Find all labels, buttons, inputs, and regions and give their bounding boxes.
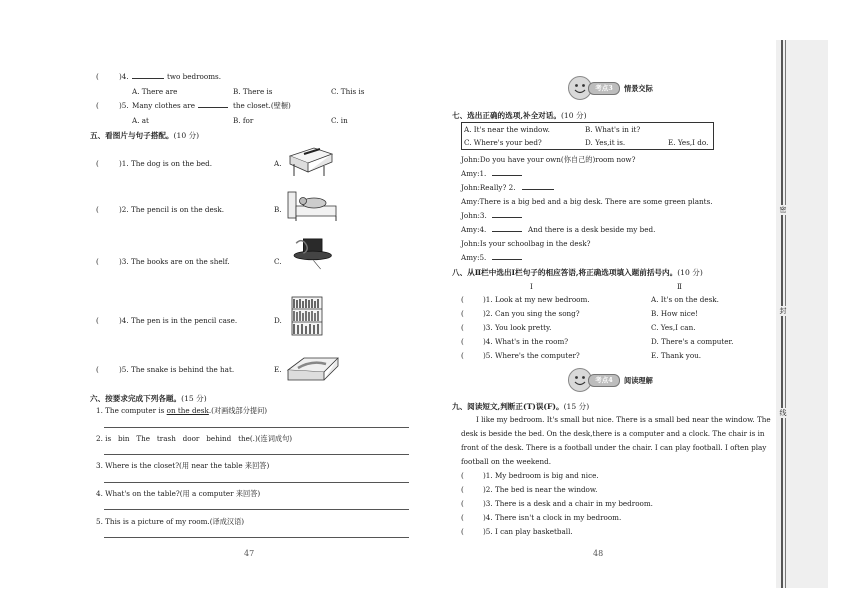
passage-line: football on the weekend. xyxy=(461,457,552,466)
match-sentence: )4. The pen is in the pencil case. xyxy=(119,316,238,325)
bookshelf-picture xyxy=(284,295,340,337)
answer-line[interactable] xyxy=(104,454,409,455)
underlined-phrase: on the desk xyxy=(166,406,209,415)
answer-blank[interactable] xyxy=(198,100,228,108)
column-1-item: )4. What's in the room? xyxy=(483,337,569,346)
picture-letter: D. xyxy=(274,316,282,325)
section-title: 七、选出正确的选项,补全对话。(10 分) xyxy=(452,111,587,120)
page-number: 48 xyxy=(593,549,604,558)
page-number: 47 xyxy=(244,549,255,558)
option-e: E. Yes,I do. xyxy=(668,138,709,147)
column-1-item: )1. Look at my new bedroom. xyxy=(483,295,590,304)
task-1: 1. The computer is on the desk.(对画线部分提问) xyxy=(96,406,268,415)
seal-line-margin xyxy=(776,40,828,588)
bed-with-dog-picture xyxy=(284,188,340,224)
topic-badge: 考点4 xyxy=(588,374,620,387)
column-1-item: )2. Can you sing the song? xyxy=(483,309,580,318)
pencil-case-picture xyxy=(284,142,340,178)
question-text-end: the closet.(壁橱) xyxy=(233,101,291,110)
passage-line: desk is beside the bed. On the desk,there is a computer and a clock. The chair is in xyxy=(461,429,765,438)
option-a: A. It's near the window. xyxy=(464,125,550,134)
answer-blank[interactable] xyxy=(492,168,522,176)
option-c: C. in xyxy=(331,116,348,125)
option-b: B. for xyxy=(233,116,254,125)
option-a: A. at xyxy=(132,116,149,125)
option-a: A. There are xyxy=(132,87,178,96)
answer-blank[interactable] xyxy=(132,71,164,79)
paren: ( xyxy=(96,72,99,81)
picture-letter: E. xyxy=(274,365,282,374)
task-2: 2. is bin The trash door behind the(.)(连词成句) xyxy=(96,434,293,443)
seal-label: 密 xyxy=(777,205,789,215)
question-text: Many clothes are xyxy=(132,101,195,110)
section-title: 五、看图片与句子搭配。(10 分) xyxy=(90,131,200,140)
answer-blank[interactable] xyxy=(492,210,522,218)
column-1-item: )3. You look pretty. xyxy=(483,323,552,332)
dialogue-line: Amy:There is a big bed and a big desk. There are some green plants. xyxy=(461,197,713,206)
question-number: )5. xyxy=(119,101,129,110)
task-3: 3. Where is the closet?(用 near the table 来回答) xyxy=(96,461,270,470)
banner-title: 情景交际 xyxy=(624,84,653,93)
answer-blank[interactable] xyxy=(492,252,522,260)
answer-line[interactable] xyxy=(104,482,409,483)
banner-title: 阅读理解 xyxy=(624,376,653,385)
dialogue-line: Amy:4. xyxy=(461,225,487,234)
match-sentence: )5. The snake is behind the hat. xyxy=(119,365,235,374)
match-sentence: )1. The dog is on the bed. xyxy=(119,159,213,168)
section-title: 九、阅读短文,判断正(T)误(F)。(15 分) xyxy=(452,402,590,411)
seal-label: 线 xyxy=(777,408,789,418)
pencil-on-desk-picture xyxy=(284,350,340,386)
dialogue-line: John:3. xyxy=(461,211,487,220)
answer-line[interactable] xyxy=(104,537,409,538)
section-title: 八、从Ⅱ栏中选出Ⅰ栏句子的相应答语,将正确选项填入题前括号内。(10 分) xyxy=(452,268,703,277)
column-2-item: A. It's on the desk. xyxy=(651,295,719,304)
option-d: D. Yes,it is. xyxy=(585,138,626,147)
column-2-item: D. There's a computer. xyxy=(651,337,734,346)
topic-badge: 考点3 xyxy=(588,82,620,95)
answer-line[interactable] xyxy=(104,427,409,428)
column-2-item: C. Yes,I can. xyxy=(651,323,696,332)
judgement-item: )2. The bed is near the window. xyxy=(483,485,598,494)
picture-letter: A. xyxy=(274,159,282,168)
passage-line: front of the desk. There is a football under the chair. I can play football. I often play xyxy=(461,443,767,452)
section-title: 六、按要求完成下列各题。(15 分) xyxy=(90,394,207,403)
judgement-item: )3. There is a desk and a chair in my bedroom. xyxy=(483,499,653,508)
answer-blank[interactable] xyxy=(522,182,554,190)
answer-blank[interactable] xyxy=(492,224,522,232)
task-5: 5. This is a picture of my room.(译成汉语) xyxy=(96,517,245,526)
task-4: 4. What's on the table?(用 a computer 来回答) xyxy=(96,489,261,498)
match-sentence: )2. The pencil is on the desk. xyxy=(119,205,225,214)
dialogue-line-end: And there is a desk beside my bed. xyxy=(528,225,656,234)
column-2-item: E. Thank you. xyxy=(651,351,702,360)
hat-with-snake-picture xyxy=(284,236,340,272)
option-b: B. What's in it? xyxy=(585,125,641,134)
paren: ( xyxy=(96,101,99,110)
option-c: C. Where's your bed? xyxy=(464,138,542,147)
dialogue-line: Amy:5. xyxy=(461,253,487,262)
question-text: two bedrooms. xyxy=(167,72,221,81)
dialogue-line: John:Is your schoolbag in the desk? xyxy=(461,239,591,248)
dialogue-line: John:Do you have your own(你自己的)room now? xyxy=(461,155,636,164)
match-sentence: )3. The books are on the shelf. xyxy=(119,257,230,266)
option-c: C. This is xyxy=(331,87,365,96)
picture-letter: B. xyxy=(274,205,282,214)
column-heading-1: Ⅰ xyxy=(530,282,533,291)
dialogue-line: John:Really? 2. xyxy=(461,183,516,192)
judgement-item: )5. I can play basketball. xyxy=(483,527,573,536)
column-2-item: B. How nice! xyxy=(651,309,698,318)
option-b: B. There is xyxy=(233,87,273,96)
judgement-item: )1. My bedroom is big and nice. xyxy=(483,471,599,480)
column-heading-2: Ⅱ xyxy=(677,282,682,291)
seal-label: 封 xyxy=(777,306,789,316)
dialogue-line: Amy:1. xyxy=(461,169,487,178)
answer-line[interactable] xyxy=(104,509,409,510)
judgement-item: )4. There isn't a clock in my bedroom. xyxy=(483,513,622,522)
question-number: )4. xyxy=(119,72,129,81)
picture-letter: C. xyxy=(274,257,282,266)
passage-line: I like my bedroom. It's small but nice. There is a small bed near the window. The xyxy=(476,415,771,424)
column-1-item: )5. Where's the computer? xyxy=(483,351,580,360)
